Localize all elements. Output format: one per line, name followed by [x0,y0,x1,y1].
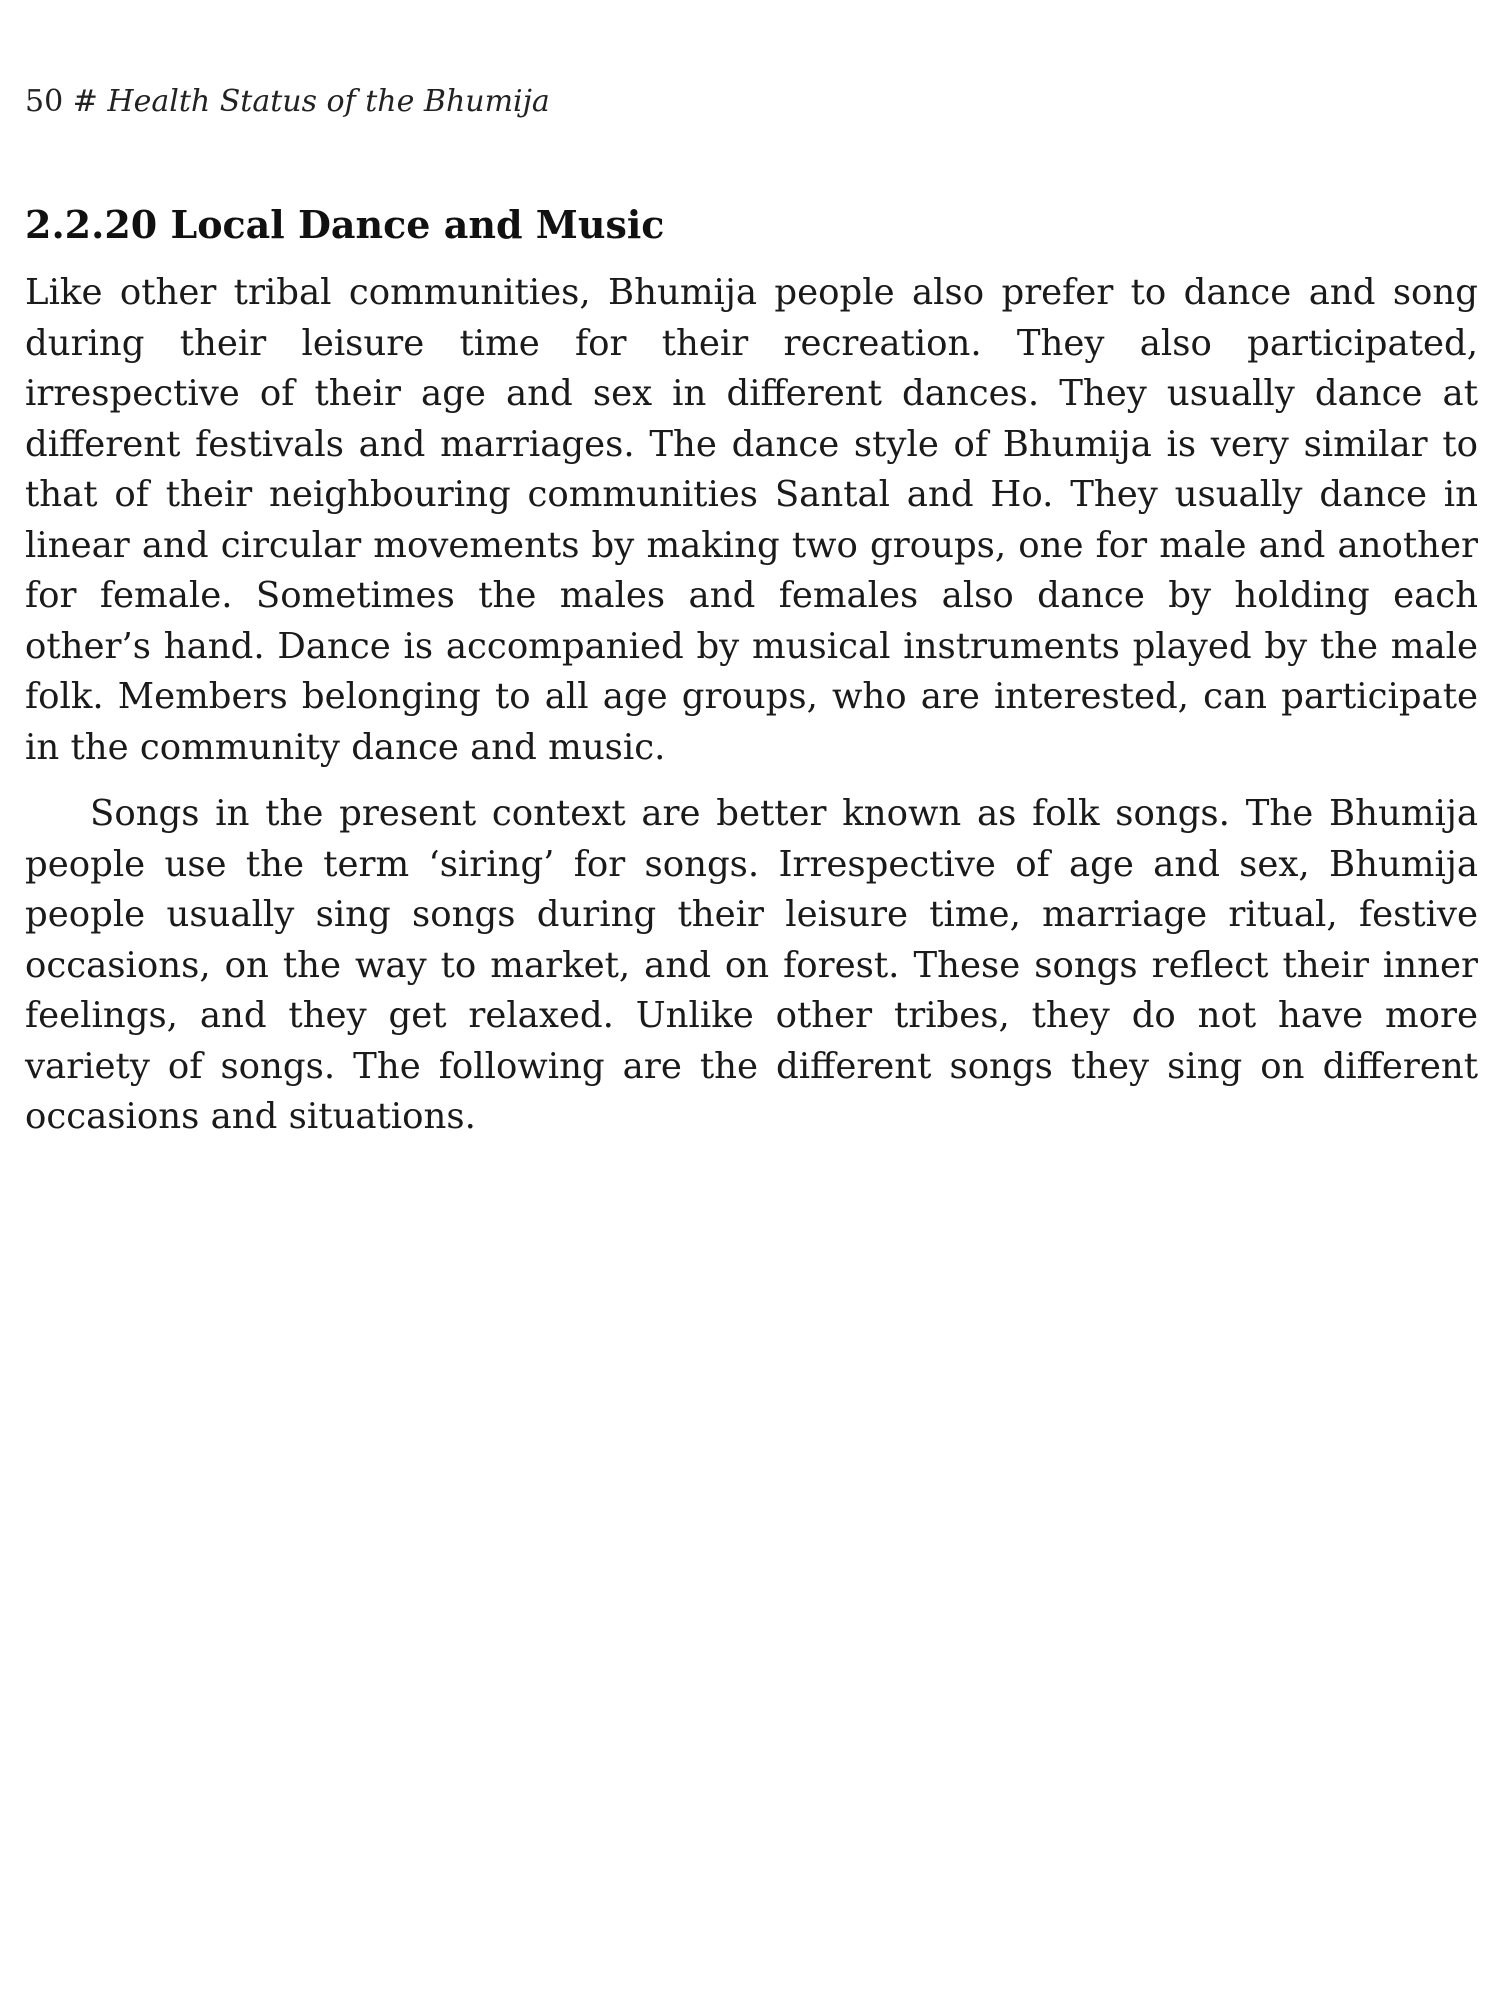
paragraph: Songs in the present context are better known as folk songs. The Bhumija people use the term ‘siring’ for songs. Irrespective of age and sex, Bhumija people usually sing songs during their leisure time, marriage ritual, festive occasions, on the way to market, and on forest. These songs reflect their inner feelings, and they get relaxed. Unlike other tribes, they do not have more variety of songs. The following are the different songs they sing on different occasions and situations. [25,793,1478,1137]
page-number: 50 [25,84,64,119]
section-number: 2.2.20 [25,202,158,247]
book-page [25,0,1478,2000]
header-separator: # [72,84,98,119]
section-heading [25,200,664,250]
section-title: Local Dance and Music [170,202,665,247]
section-body [25,268,1478,1143]
paragraph: Like other tribal communities, Bhumija people also prefer to dance and song during their leisure time for their recreation. They also participated, irrespective of their age and sex in different dances. They usually dance at different festivals and marriages. The dance style of Bhumija is very similar to that of their neighbouring communities Santal and Ho. They usually dance in linear and circular movements by making two groups, one for male and another for female. Sometimes the males and females also dance by holding each other’s hand. Dance is accompanied by musical instruments played by the male folk. Members belonging to all age groups, who are interested, can participate in the community dance and music. [25,272,1478,768]
running-header [25,82,550,122]
running-title: Health Status of the Bhumija [107,84,550,119]
